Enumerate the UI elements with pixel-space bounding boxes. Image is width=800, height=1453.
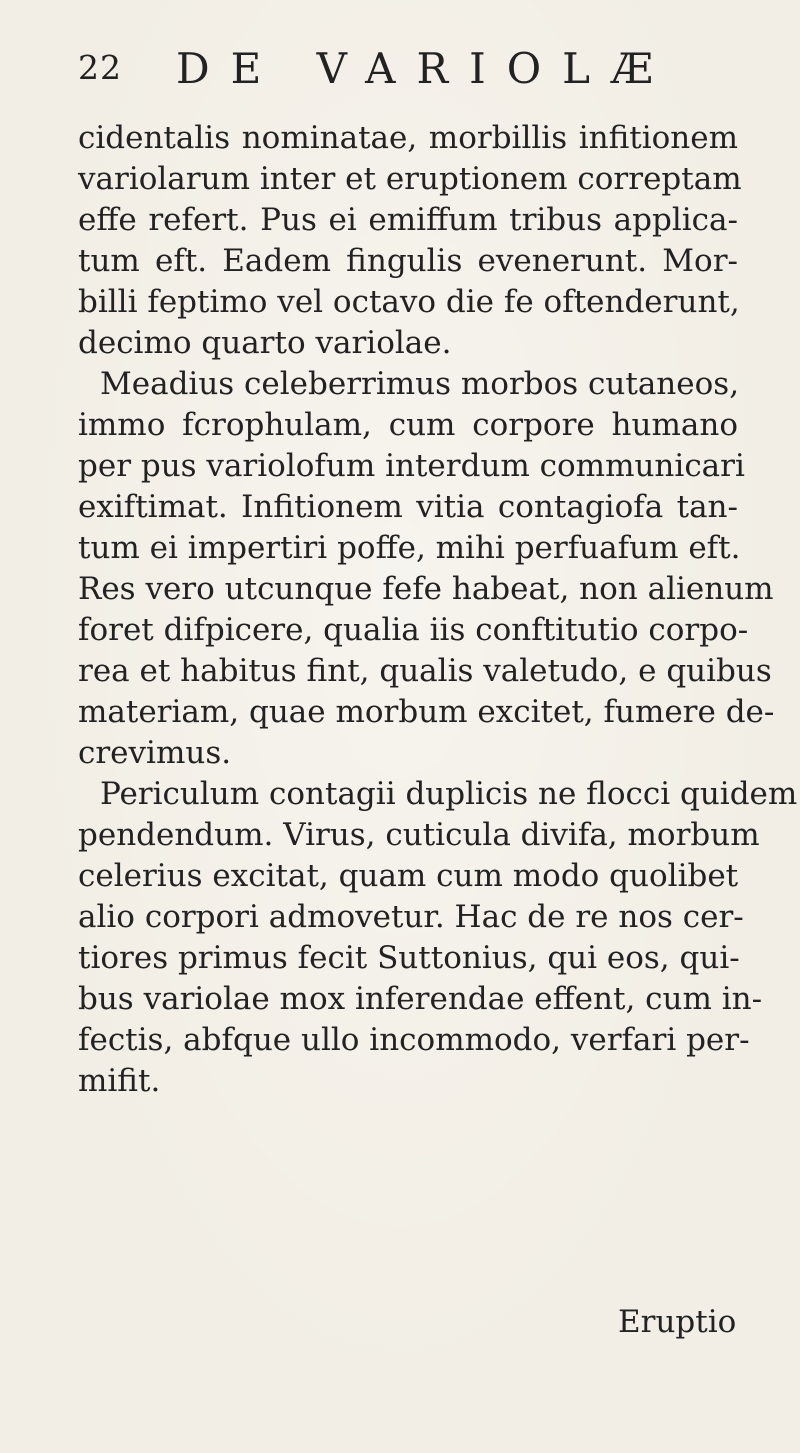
text-line: bus variolae mox inferendae effent, cum in- bbox=[78, 981, 763, 1017]
text-line: tum eft. Eadem fingulis evenerunt. Mor- bbox=[78, 243, 738, 279]
page-header bbox=[0, 44, 800, 104]
text-line: pendendum. Virus, cuticula divifa, morbum bbox=[78, 817, 760, 853]
text-line: crevimus. bbox=[78, 735, 232, 771]
text-line: celerius excitat, quam cum modo quolibet bbox=[78, 858, 739, 894]
text-line: tum ei impertiri poffe, mihi perfuafum eft. bbox=[78, 530, 741, 566]
text-line: effe refert. Pus ei emiffum tribus applica- bbox=[78, 202, 738, 238]
text-line: alio corpori admovetur. Hac de re nos cer- bbox=[78, 899, 744, 935]
text-line: mifit. bbox=[78, 1063, 161, 1099]
text-line: Res vero utcunque fefe habeat, non alienum bbox=[78, 571, 774, 607]
text-line: variolarum inter et eruptionem correptam bbox=[78, 161, 742, 197]
text-line: cidentalis nominatae, morbillis infitionem bbox=[78, 120, 738, 156]
text-line: foret difpicere, qualia iis conftitutio corpo- bbox=[78, 612, 749, 648]
text-line: immo fcrophulam, cum corpore humano bbox=[78, 407, 738, 443]
text-line: decimo quarto variolae. bbox=[78, 325, 452, 361]
text-line: per pus variolofum interdum communicari bbox=[78, 448, 745, 484]
text-line: exiftimat. Infitionem vitia contagiofa tan- bbox=[78, 489, 738, 525]
text-line: rea et habitus fint, qualis valetudo, e quibus bbox=[78, 653, 772, 689]
page-number: 22 bbox=[78, 48, 122, 87]
text-line: billi feptimo vel octavo die fe oftenderunt, bbox=[78, 284, 740, 320]
text-line: materiam, quae morbum excitet, fumere de- bbox=[78, 694, 775, 730]
text-line: Meadius celeberrimus morbos cutaneos, bbox=[100, 366, 740, 402]
catchword: Eruptio bbox=[618, 1304, 737, 1340]
text-line: fectis, abfque ullo incommodo, verfari per- bbox=[78, 1022, 750, 1058]
running-title: DE VARIOLÆ bbox=[176, 44, 675, 93]
body-text bbox=[78, 118, 798, 1102]
text-line: Periculum contagii duplicis ne flocci quidem bbox=[100, 776, 798, 812]
text-line: tiores primus fecit Suttonius, qui eos, qui- bbox=[78, 940, 740, 976]
